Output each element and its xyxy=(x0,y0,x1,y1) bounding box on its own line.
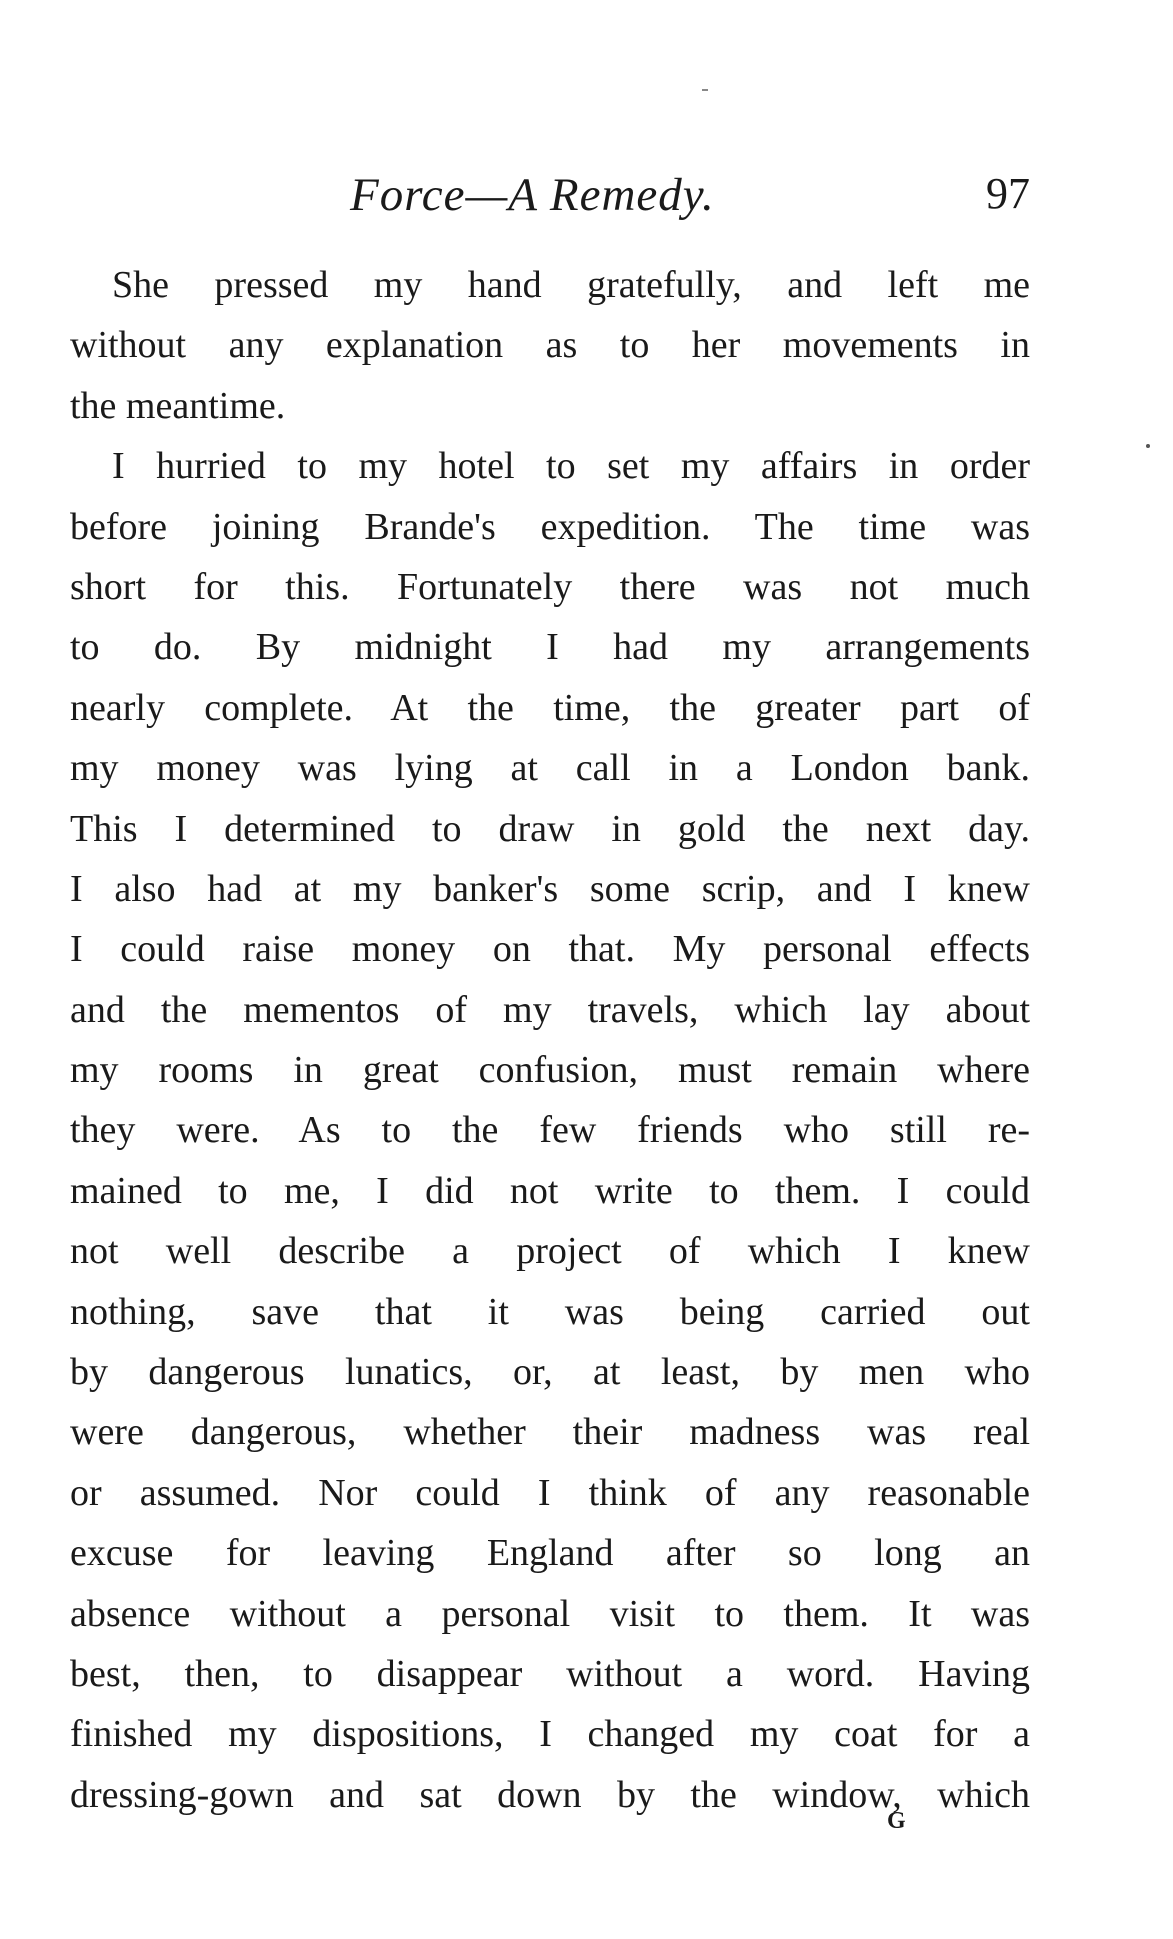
text-line: and the mementos of my travels, which lay about xyxy=(70,988,1030,1031)
scan-speck xyxy=(702,89,708,91)
text-line: nearly complete. At the time, the greater part of xyxy=(70,686,1030,729)
text-line: before joining Brande's expedition. The time was xyxy=(70,505,1030,548)
text-line: mained to me, I did not write to them. I could xyxy=(70,1169,1030,1212)
text-line: excuse for leaving England after so long an xyxy=(70,1532,1030,1575)
text-line: without any explanation as to her movements in xyxy=(70,324,1030,367)
text-line: my rooms in great confusion, must remain where xyxy=(70,1049,1030,1092)
signature-mark: G xyxy=(887,1808,906,1834)
text-line: I could raise money on that. My personal effects xyxy=(70,928,1030,971)
text-line: best, then, to disappear without a word. Having xyxy=(70,1652,1030,1695)
text-line: nothing, save that it was being carried out xyxy=(70,1290,1030,1333)
text-line: short for this. Fortunately there was not much xyxy=(70,565,1030,608)
text-line: my money was lying at call in a London bank. xyxy=(70,747,1030,790)
text-line: by dangerous lunatics, or, at least, by men who xyxy=(70,1351,1030,1394)
text-line: absence without a personal visit to them. It was xyxy=(70,1592,1030,1635)
text-line: the meantime. xyxy=(70,384,286,427)
text-line: not well describe a project of which I knew xyxy=(70,1230,1030,1273)
text-line: This I determined to draw in gold the next day. xyxy=(70,807,1030,850)
text-line: to do. By midnight I had my arrangements xyxy=(70,626,1030,669)
text-line: or assumed. Nor could I think of any reasonable xyxy=(70,1471,1030,1514)
text-line: I also had at my banker's some scrip, and I knew xyxy=(70,867,1030,910)
running-title: Force—A Remedy. xyxy=(350,169,715,221)
text-line: finished my dispositions, I changed my coat for a xyxy=(70,1713,1030,1756)
scan-speck xyxy=(1146,444,1150,448)
page-number: 97 xyxy=(986,169,1030,218)
text-line: She pressed my hand gratefully, and left me xyxy=(112,264,1030,306)
body-text xyxy=(70,255,1030,1825)
text-line: they were. As to the few friends who still re- xyxy=(70,1109,1030,1152)
page-header xyxy=(70,168,1030,238)
text-line: were dangerous, whether their madness was real xyxy=(70,1411,1030,1454)
text-line: I hurried to my hotel to set my affairs in order xyxy=(112,445,1030,488)
text-line: dressing-gown and sat down by the window, which xyxy=(70,1773,1030,1816)
